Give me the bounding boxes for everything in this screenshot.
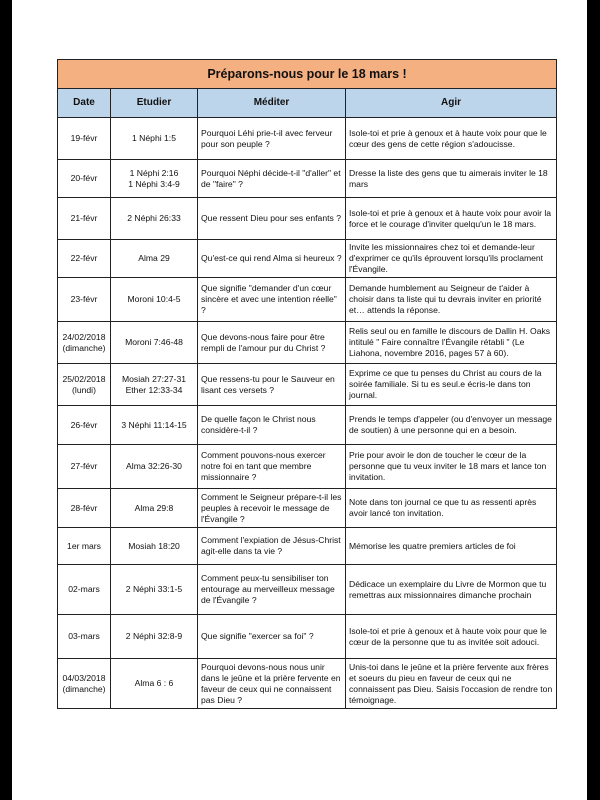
row-date: 26-févr <box>58 406 111 445</box>
document-page <box>12 0 587 800</box>
row-meditate-question: Qu'est-ce qui rend Alma si heureux ? <box>198 240 346 278</box>
title-row <box>58 60 557 89</box>
table-row <box>58 364 557 406</box>
row-meditate-question: Comment peux-tu sensibiliser ton entourage au merveilleux message de l'Évangile ? <box>198 565 346 615</box>
row-study-reference: 2 Néphi 33:1-5 <box>111 565 198 615</box>
schedule-table <box>57 59 557 709</box>
row-act-task: Dédicace un exemplaire du Livre de Mormon que tu remettras aux missionnaires dimanche prochain <box>346 565 557 615</box>
header-row <box>58 89 557 118</box>
row-act-task: Unis-toi dans le jeûne et la prière fervente aux frères et soeurs du pieu en faveur de ceux qui ne connaissent pas Dieu. Saisis l'occasion de rendre ton témoignage. <box>346 659 557 709</box>
row-study-reference: Alma 29:8 <box>111 489 198 528</box>
row-date: 22-févr <box>58 240 111 278</box>
row-act-task: Prie pour avoir le don de toucher le cœur de la personne que tu veux inviter le 18 mars et lance ton invitation. <box>346 445 557 489</box>
row-study-reference: 1 Néphi 1:5 <box>111 118 198 160</box>
row-act-task: Note dans ton journal ce que tu as ressenti après avoir lancé ton invitation. <box>346 489 557 528</box>
table-row <box>58 118 557 160</box>
row-meditate-question: De quelle façon le Christ nous considère-t-il ? <box>198 406 346 445</box>
row-act-task: Isole-toi et prie à genoux et à haute voix pour que le cœur des gens de cette région s'adoucisse. <box>346 118 557 160</box>
row-date: 03-mars <box>58 615 111 659</box>
table-row <box>58 659 557 709</box>
row-meditate-question: Que signifie "demander d'un cœur sincère et avec une intention réelle" ? <box>198 278 346 322</box>
row-study-reference: Alma 29 <box>111 240 198 278</box>
row-meditate-question: Que ressent Dieu pour ses enfants ? <box>198 198 346 240</box>
row-act-task: Relis seul ou en famille le discours de Dallin H. Oaks intitulé " Faire connaître l'Évangile rétabli " (Le Liahona, novembre 2016, pages 57 à 60). <box>346 322 557 364</box>
row-study-reference: Moroni 7:46-48 <box>111 322 198 364</box>
row-study-reference: 3 Néphi 11:14-15 <box>111 406 198 445</box>
row-study-reference: Alma 6 : 6 <box>111 659 198 709</box>
row-study-reference: 1 Néphi 2:16 1 Néphi 3:4-9 <box>111 160 198 198</box>
row-study-reference: 2 Néphi 32:8-9 <box>111 615 198 659</box>
row-act-task: Isole-toi et prie à genoux et à haute voix pour que le cœur de la personne que tu as invitée soit adouci. <box>346 615 557 659</box>
table-row <box>58 615 557 659</box>
row-date: 24/02/2018 (dimanche) <box>58 322 111 364</box>
table-row <box>58 406 557 445</box>
table-row <box>58 278 557 322</box>
row-meditate-question: Comment l'expiation de Jésus-Christ agit-elle dans ta vie ? <box>198 528 346 565</box>
column-header-study: Etudier <box>111 89 198 118</box>
row-date: 20-févr <box>58 160 111 198</box>
row-meditate-question: Que devons-nous faire pour être rempli de l'amour pur du Christ ? <box>198 322 346 364</box>
row-meditate-question: Pourquoi devons-nous nous unir dans le jeûne et la prière fervente en faveur de ceux qui ne connaissent pas Dieu ? <box>198 659 346 709</box>
row-study-reference: Alma 32:26-30 <box>111 445 198 489</box>
row-date: 28-févr <box>58 489 111 528</box>
table-row <box>58 322 557 364</box>
row-meditate-question: Comment le Seigneur prépare-t-il les peuples à recevoir le message de l'Évangile ? <box>198 489 346 528</box>
row-date: 21-févr <box>58 198 111 240</box>
row-study-reference: Mosiah 18:20 <box>111 528 198 565</box>
page-title: Préparons-nous pour le 18 mars ! <box>58 60 557 89</box>
row-date: 1er mars <box>58 528 111 565</box>
table-row <box>58 198 557 240</box>
row-study-reference: Moroni 10:4-5 <box>111 278 198 322</box>
row-date: 02-mars <box>58 565 111 615</box>
row-date: 23-févr <box>58 278 111 322</box>
row-date: 19-févr <box>58 118 111 160</box>
table-row <box>58 445 557 489</box>
table-row <box>58 528 557 565</box>
row-meditate-question: Pourquoi Néphi décide-t-il "d'aller" et de "faire" ? <box>198 160 346 198</box>
table-row <box>58 160 557 198</box>
row-act-task: Invite les missionnaires chez toi et demande-leur d'exprimer ce qu'ils éprouvent lorsqu'ils proclament l'Évangile. <box>346 240 557 278</box>
row-act-task: Mémorise les quatre premiers articles de foi <box>346 528 557 565</box>
row-date: 04/03/2018 (dimanche) <box>58 659 111 709</box>
row-study-reference: Mosiah 27:27-31 Ether 12:33-34 <box>111 364 198 406</box>
row-act-task: Isole-toi et prie à genoux et à haute voix pour avoir la force et le courage d'inviter quelqu'un le 18 mars. <box>346 198 557 240</box>
row-meditate-question: Que signifie "exercer sa foi" ? <box>198 615 346 659</box>
row-act-task: Demande humblement au Seigneur de t'aider à choisir dans ta liste qui tu devrais inviter en priorité et… attends la réponse. <box>346 278 557 322</box>
row-meditate-question: Comment pouvons-nous exercer notre foi en tant que membre missionnaire ? <box>198 445 346 489</box>
row-act-task: Prends le temps d'appeler (ou d'envoyer un message de soutien) à une personne qui en a besoin. <box>346 406 557 445</box>
row-act-task: Exprime ce que tu penses du Christ au cours de la soirée familiale. Si tu es seul.e écris-le dans ton journal. <box>346 364 557 406</box>
row-act-task: Dresse la liste des gens que tu aimerais inviter le 18 mars <box>346 160 557 198</box>
column-header-act: Agir <box>346 89 557 118</box>
row-date: 25/02/2018 (lundi) <box>58 364 111 406</box>
row-meditate-question: Que ressens-tu pour le Sauveur en lisant ces versets ? <box>198 364 346 406</box>
table-row <box>58 240 557 278</box>
table-row <box>58 489 557 528</box>
row-date: 27-févr <box>58 445 111 489</box>
row-study-reference: 2 Néphi 26:33 <box>111 198 198 240</box>
table-row <box>58 565 557 615</box>
column-header-meditate: Méditer <box>198 89 346 118</box>
row-meditate-question: Pourquoi Léhi prie-t-il avec ferveur pour son peuple ? <box>198 118 346 160</box>
column-header-date: Date <box>58 89 111 118</box>
